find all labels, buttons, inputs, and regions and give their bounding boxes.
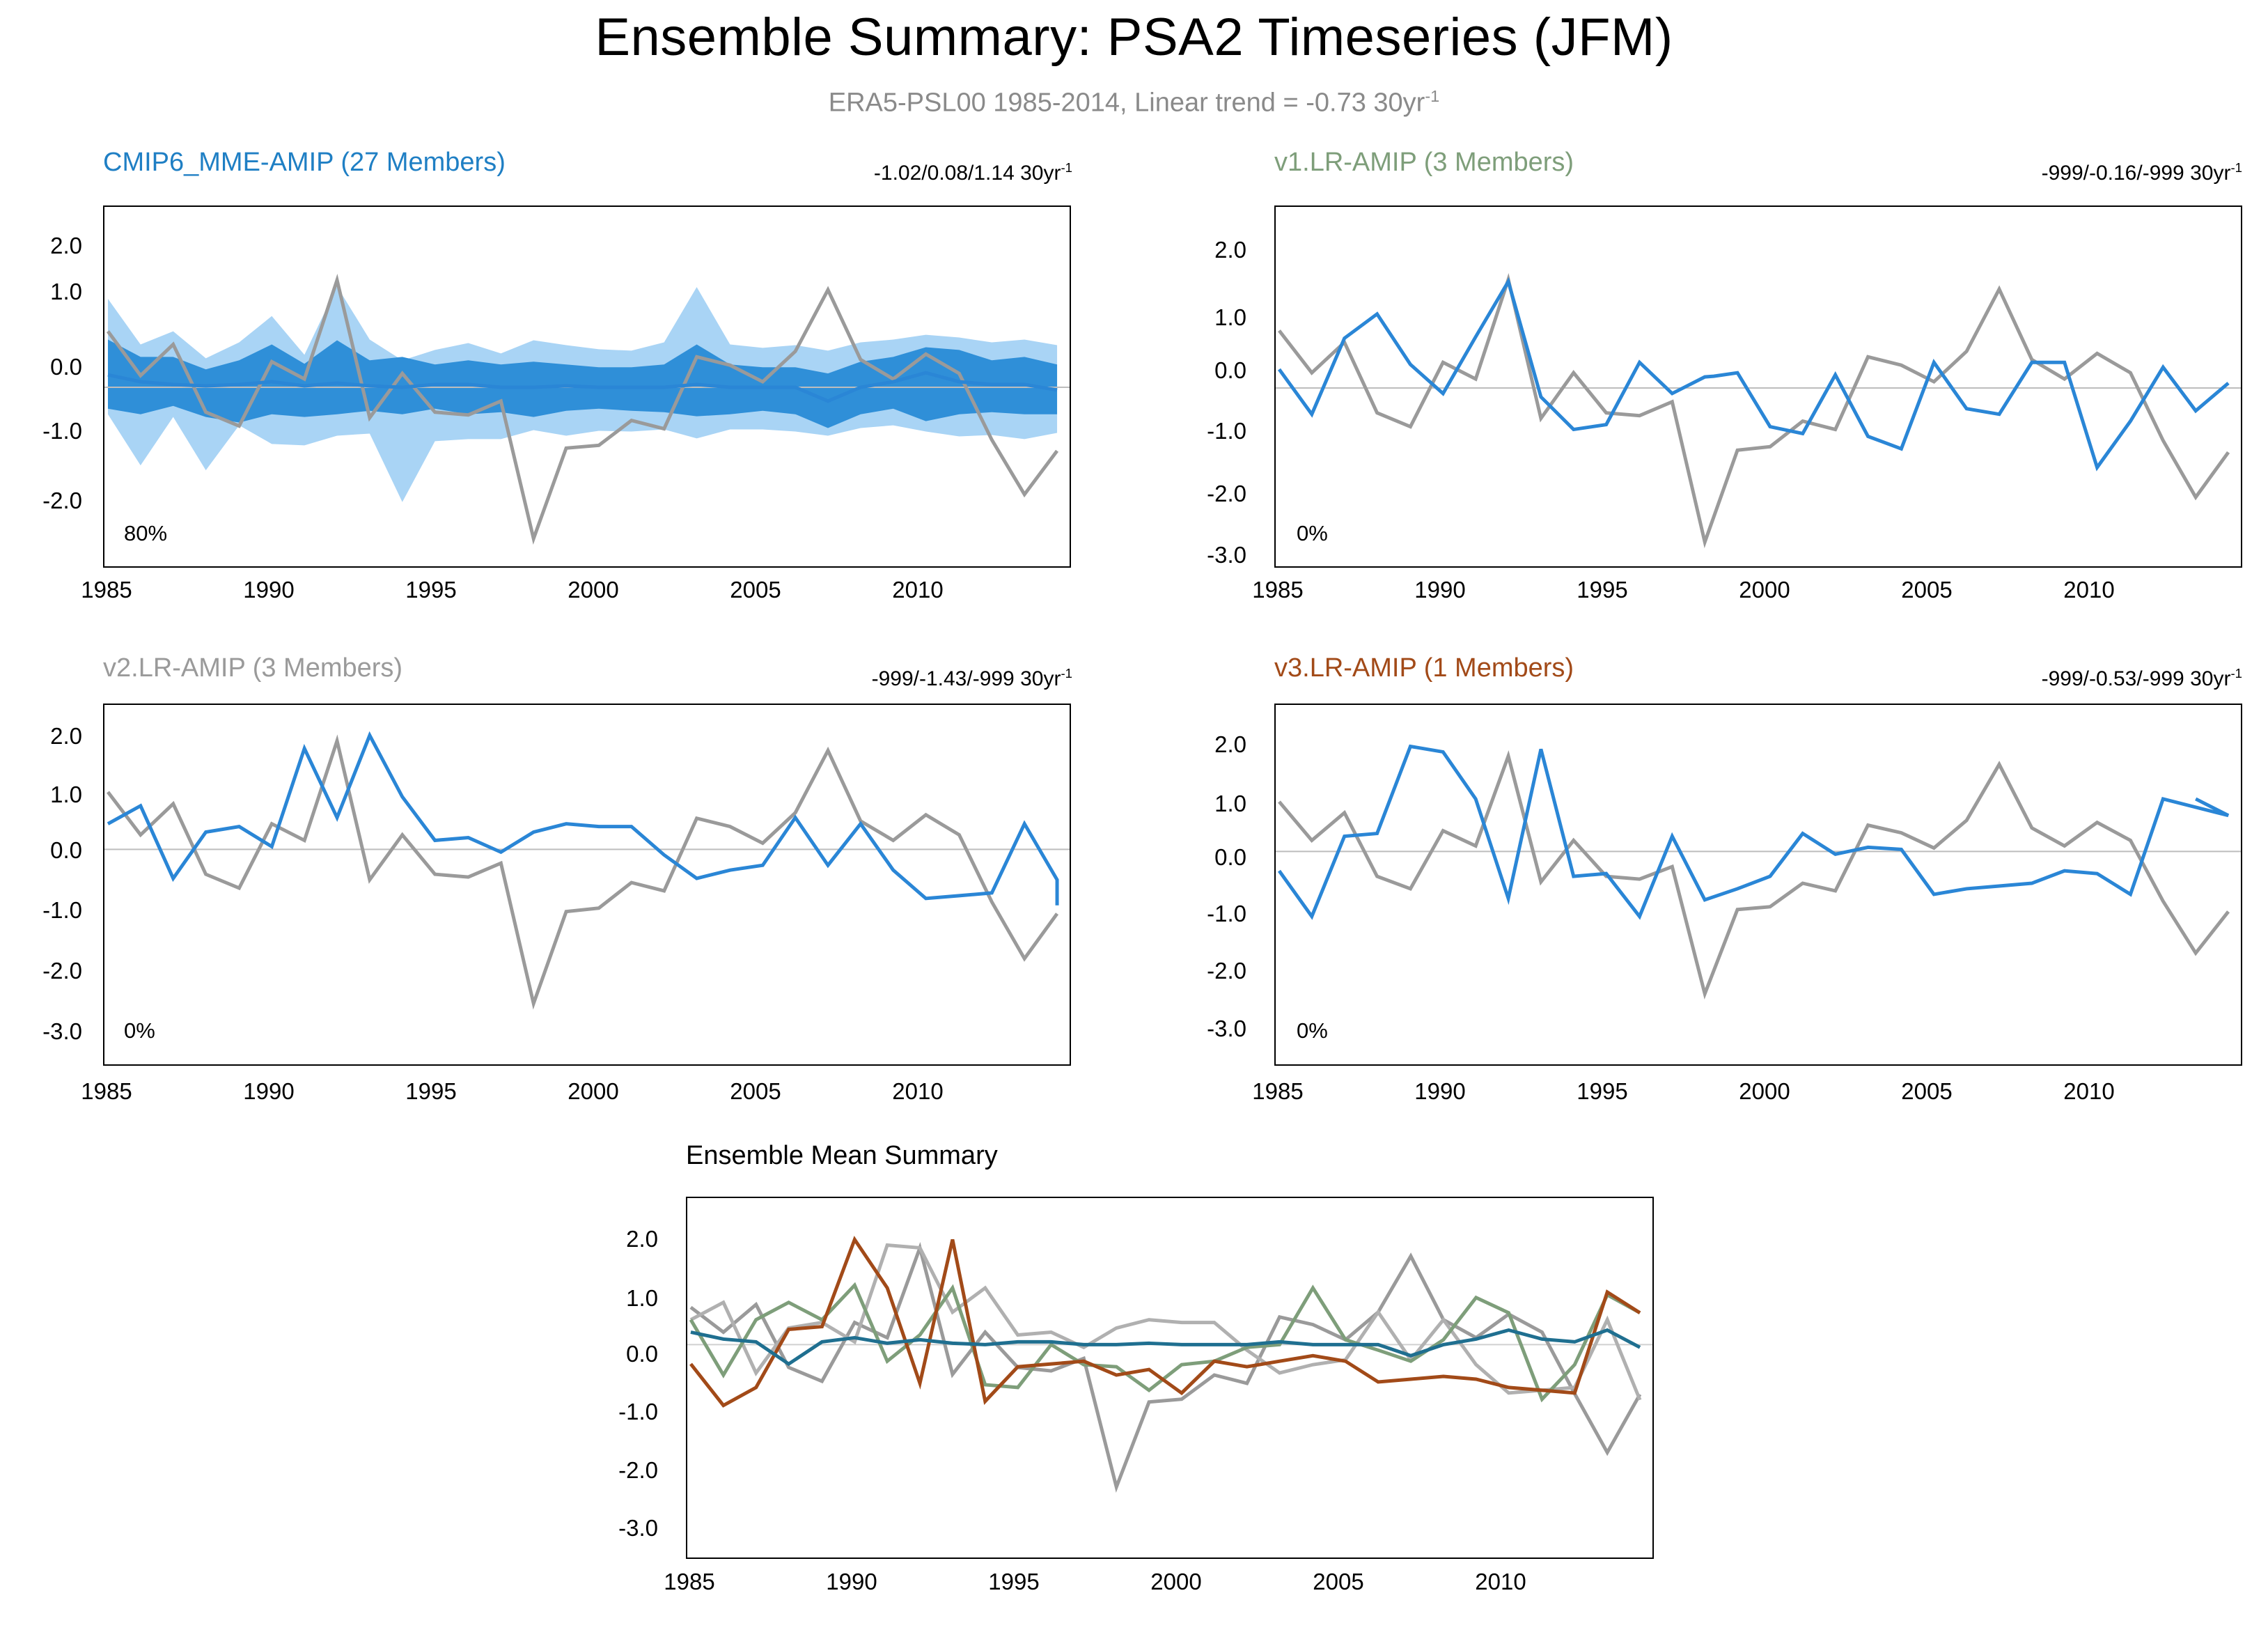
ytick: -3.0 (42, 1018, 82, 1044)
ytick: -1.0 (1207, 901, 1246, 926)
panel-cmip6-trend: -1.02/0.08/1.14 $30yr^{-1}$ (873, 160, 1072, 185)
xtick: 2000 (1739, 1078, 1790, 1104)
ytick: 1.0 (1214, 304, 1246, 330)
ytick: -2.0 (42, 488, 82, 513)
ytick: -1.0 (618, 1399, 658, 1424)
xtick: 2000 (568, 577, 619, 603)
xtick: 2005 (730, 1078, 781, 1104)
panel-v3-percent: 0% (1297, 1018, 1328, 1043)
ytick: -2.0 (42, 958, 82, 984)
panel-v1-trend: -999/-0.16/-999 $30yr^{-1}$ (2041, 160, 2242, 185)
page-subtitle: ERA5-PSL00 1985-2014, Linear trend = -0.73 $30yr^{-1}$ (828, 87, 1440, 118)
panel-cmip6-percent: 80% (124, 521, 168, 545)
xtick: 1990 (243, 577, 295, 603)
xtick: 1995 (1577, 1078, 1628, 1104)
xtick: 1995 (988, 1569, 1040, 1594)
panel-v2-title: v2.LR-AMIP (3 Members) (103, 653, 403, 683)
ytick: 2.0 (1214, 237, 1246, 263)
xtick: 1985 (1252, 1078, 1304, 1104)
ytick: -1.0 (1207, 418, 1246, 444)
xtick: 2010 (892, 577, 944, 603)
panel-v3-trend: -999/-0.53/-999 $30yr^{-1}$ (2041, 666, 2242, 690)
xtick: 2005 (1313, 1569, 1364, 1594)
panel-v3-plot (1274, 704, 2242, 1066)
xtick: 1990 (243, 1078, 295, 1104)
xtick: 1985 (1252, 577, 1304, 603)
xtick: 1985 (664, 1569, 715, 1594)
xtick: 2010 (1475, 1569, 1526, 1594)
ytick: 2.0 (1214, 731, 1246, 757)
panel-v1-percent: 0% (1297, 521, 1328, 545)
xtick: 2000 (1739, 577, 1790, 603)
xtick: 1995 (1577, 577, 1628, 603)
panel-cmip6-plot (103, 205, 1071, 568)
xtick: 1990 (1414, 577, 1466, 603)
xtick: 1995 (405, 1078, 457, 1104)
ytick: -2.0 (1207, 481, 1246, 506)
xtick: 2010 (2063, 1078, 2115, 1104)
ytick: 0.0 (50, 837, 82, 863)
panel-v1-title: v1.LR-AMIP (3 Members) (1274, 148, 1574, 177)
xtick: 2000 (568, 1078, 619, 1104)
ytick: 2.0 (50, 723, 82, 749)
xtick: 1995 (405, 577, 457, 603)
ytick: 1.0 (50, 279, 82, 304)
ytick: -1.0 (42, 897, 82, 923)
panel-v1-plot (1274, 205, 2242, 568)
ytick: 1.0 (50, 782, 82, 807)
ytick: 2.0 (626, 1226, 658, 1252)
ytick: 2.0 (50, 233, 82, 258)
panel-cmip6-title: CMIP6_MME-AMIP (27 Members) (103, 148, 506, 177)
panel-v2-trend: -999/-1.43/-999 $30yr^{-1}$ (871, 666, 1072, 690)
ytick: -3.0 (1207, 542, 1246, 568)
panel-v2-plot (103, 704, 1071, 1066)
ytick: 1.0 (1214, 791, 1246, 816)
ytick: 1.0 (626, 1285, 658, 1311)
ytick: -3.0 (1207, 1016, 1246, 1041)
panel-summary-title: Ensemble Mean Summary (686, 1141, 998, 1170)
ytick: 0.0 (50, 354, 82, 380)
ytick: -2.0 (618, 1457, 658, 1483)
ytick: -3.0 (618, 1515, 658, 1541)
ytick: -2.0 (1207, 958, 1246, 984)
panel-v2-percent: 0% (124, 1018, 155, 1043)
xtick: 1985 (81, 577, 132, 603)
xtick: 2005 (1901, 1078, 1953, 1104)
xtick: 1990 (826, 1569, 877, 1594)
xtick: 1985 (81, 1078, 132, 1104)
xtick: 2010 (2063, 577, 2115, 603)
ytick: -1.0 (42, 418, 82, 444)
xtick: 1990 (1414, 1078, 1466, 1104)
xtick: 2000 (1150, 1569, 1202, 1594)
page-title: Ensemble Summary: PSA2 Timeseries (JFM) (595, 8, 1673, 67)
panel-summary-plot (686, 1197, 1654, 1559)
xtick: 2005 (730, 577, 781, 603)
xtick: 2005 (1901, 577, 1953, 603)
panel-v3-title: v3.LR-AMIP (1 Members) (1274, 653, 1574, 683)
ytick: 0.0 (1214, 844, 1246, 870)
xtick: 2010 (892, 1078, 944, 1104)
ytick: 0.0 (626, 1341, 658, 1367)
ytick: 0.0 (1214, 357, 1246, 383)
